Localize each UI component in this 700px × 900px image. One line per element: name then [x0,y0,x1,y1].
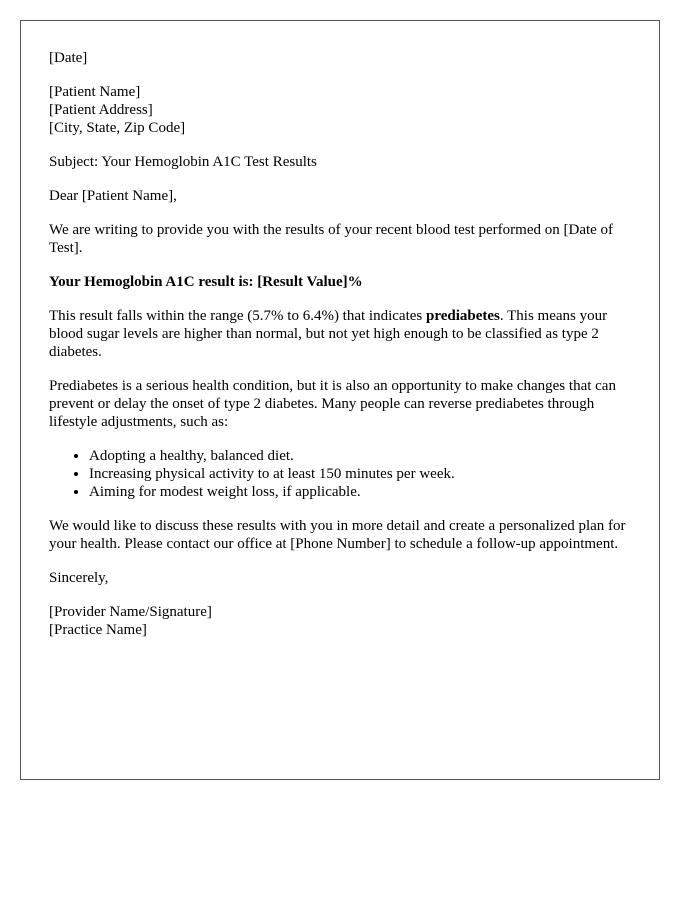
letter-valediction: Sincerely, [49,570,109,586]
letter-subject: Subject: Your Hemoglobin A1C Test Results [49,154,317,170]
result-line-text: Your Hemoglobin A1C result is: [Result Value]% [49,274,363,290]
range-paragraph-emphasis: prediabetes [426,308,500,324]
provider-signature: [Provider Name/Signature] [49,604,212,620]
recipient-block [49,83,631,137]
intro-paragraph: We are writing to provide you with the results of your recent blood test performed on [Date of Test]. [49,222,614,256]
recipient-city-state-zip: [City, State, Zip Code] [49,120,186,136]
range-paragraph-before: This result falls within the range (5.7% to 6.4%) that indicates [49,308,426,324]
letter-salutation: Dear [Patient Name], [49,188,177,204]
letter-page [20,20,660,780]
signature-block [49,603,631,639]
recommendation-item: • Aiming for modest weight loss, if applicable. [89,483,631,501]
letter-date: [Date] [49,50,88,66]
recommendation-item: • Increasing physical activity to at least 150 minutes per week. [89,465,631,483]
range-paragraph-after: . This means your blood sugar levels are higher than normal, but not yet high enough to be classified as type 2 diabetes. [49,308,608,360]
recommendation-item: • Adopting a healthy, balanced diet. [89,447,631,465]
result-line [49,273,631,291]
recipient-address: [Patient Address] [49,102,153,118]
range-paragraph [49,307,631,361]
prediabetes-paragraph: Prediabetes is a serious health condition, but it is also an opportunity to make changes that can prevent or delay the onset of type 2 diabetes. Many people can reverse prediabetes through lifestyle adjustments, such as: [49,378,616,430]
closing-paragraph: We would like to discuss these results with you in more detail and create a personalized plan for your health. Please contact our office at [Phone Number] to schedule a follow-up appointment. [49,518,626,552]
recommendations-list [49,447,631,501]
recipient-name: [Patient Name] [49,84,141,100]
practice-name: [Practice Name] [49,622,147,638]
